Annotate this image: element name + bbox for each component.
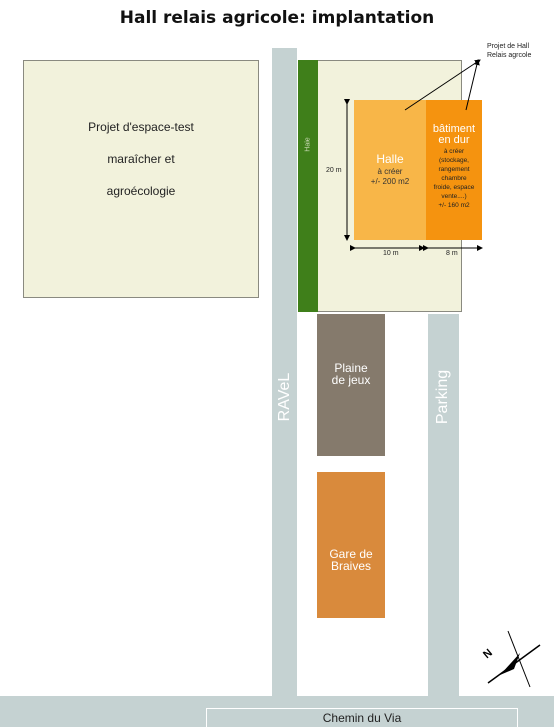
test-area-line3: agroécologie bbox=[106, 184, 176, 198]
parking-label: Parking bbox=[434, 369, 451, 425]
test-area-field bbox=[23, 60, 259, 298]
hedge bbox=[298, 60, 318, 312]
project-label-line1: Projet de Hall bbox=[487, 43, 530, 50]
building-detail-line: à créer bbox=[443, 148, 465, 155]
building-title1: bâtiment bbox=[432, 123, 476, 135]
playground bbox=[317, 314, 385, 456]
building-title2: en dur bbox=[438, 134, 470, 146]
building-detail-line: +/- 160 m2 bbox=[438, 202, 470, 209]
solid-building bbox=[426, 100, 482, 240]
dim-building-width-label: 8 m bbox=[446, 250, 458, 257]
building-detail-line: chambre bbox=[441, 175, 467, 182]
building-detail-line: froide, espace bbox=[433, 184, 475, 191]
map-title: Hall relais agricole: implantation bbox=[119, 8, 435, 28]
project-label bbox=[487, 42, 531, 60]
test-area-line1: Projet d'espace-test bbox=[88, 120, 194, 134]
building-detail-line: (stockage, bbox=[439, 157, 469, 164]
ravel-label: RAVeL bbox=[276, 372, 293, 422]
hall-line1: à créer bbox=[377, 166, 403, 176]
station-line1: Gare de bbox=[329, 547, 373, 561]
hedge-label: Haie bbox=[304, 137, 312, 152]
chemin-du-via-label-box bbox=[206, 708, 518, 727]
north-arrow-icon bbox=[480, 625, 550, 695]
building-details bbox=[426, 147, 482, 210]
station bbox=[317, 472, 385, 618]
playground-line1: Plaine bbox=[334, 361, 368, 375]
dim-hall-width-label: 10 m bbox=[383, 250, 399, 257]
station-line2: Braives bbox=[330, 559, 371, 573]
project-label-line2: Relais agrcole bbox=[487, 52, 532, 59]
playground-line2: de jeux bbox=[331, 373, 371, 387]
hall-title: Halle bbox=[376, 151, 404, 166]
building-detail-line: rangement bbox=[438, 166, 470, 173]
hall-line2: +/- 200 m2 bbox=[370, 176, 410, 186]
north-label: N bbox=[481, 646, 495, 662]
test-area-line2: maraîcher et bbox=[107, 152, 175, 166]
chemin-du-via-label: Chemin du Via bbox=[322, 711, 402, 725]
hall-building bbox=[354, 100, 426, 240]
dim-height-label: 20 m bbox=[326, 167, 342, 174]
building-detail-line: vente....) bbox=[441, 193, 467, 200]
